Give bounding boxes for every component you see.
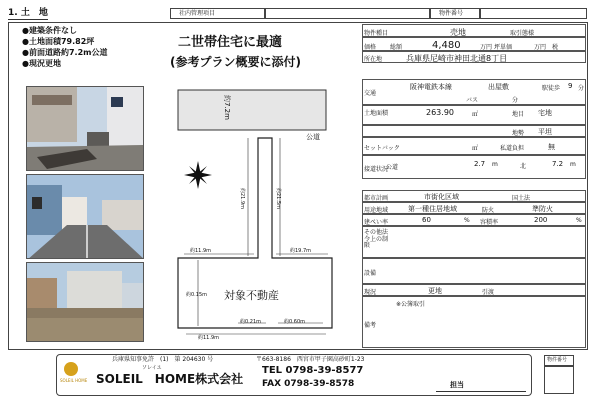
shape-value: 平坦 <box>538 128 552 136</box>
plan-road-width: 約7.2m <box>223 95 231 120</box>
spec-value: 売地 <box>450 28 466 37</box>
area-value: 263.90 <box>426 108 454 117</box>
spec-label: 引渡 <box>482 289 495 296</box>
spec-label: 備考 <box>364 322 377 329</box>
spec-label: 容積率 <box>480 219 499 226</box>
spec-label: セットバック <box>364 145 400 152</box>
spec-label: 土地面積 <box>364 110 389 117</box>
spec-unit: 万円 <box>534 44 547 51</box>
station-value: 出屋敷 <box>488 83 509 91</box>
address-text: 〒663-8186 西宮市甲子園高砂町1-23 <box>256 356 365 363</box>
spec-unit: ㎡ <box>472 111 479 118</box>
internal-value-box <box>265 8 430 19</box>
far-value: 200 <box>534 216 548 224</box>
compass-icon <box>184 161 212 189</box>
spec-label: 取引態様 <box>510 30 535 37</box>
license-text: 兵庫県知事免許 (1) 第 204630 号 <box>112 356 214 363</box>
spec-label: 駅徒歩 <box>542 85 561 92</box>
brand-small: SOLEIL HOME <box>60 378 88 383</box>
spec-label: 交通 <box>364 90 377 97</box>
property-no-label-box: 物件番号 <box>430 8 480 19</box>
feature-item: ●土地面積79.82坪 <box>22 37 95 46</box>
spec-label: 現況 <box>364 289 377 296</box>
road-area <box>178 90 326 130</box>
contact-label: 担当 <box>450 381 464 389</box>
location-value: 兵庫県尼崎市神田北通8丁目 <box>406 54 508 63</box>
road-width-value: 7.2 <box>552 160 564 168</box>
status-value: 更地 <box>428 287 442 295</box>
spec-label: 価格 <box>364 44 377 51</box>
photo-lot <box>26 262 144 342</box>
footer-property-no-value <box>544 366 574 394</box>
headline-sub: (参考プラン概要に添付) <box>170 55 301 69</box>
city-value: 市街化区域 <box>424 193 459 201</box>
company-kana: ソレイユ <box>142 365 162 371</box>
headline-main: 二世帯住宅に最適 <box>178 35 283 50</box>
spec-label: 所在地 <box>364 56 383 63</box>
plan-road-label: 公道 <box>306 133 320 141</box>
spec-label: 総額 <box>390 44 403 51</box>
bcr-value: 60 <box>422 216 431 224</box>
footer-property-no-label: 物件番号 <box>544 355 574 366</box>
road-direction: 北 <box>520 163 527 170</box>
spec-label: 地勢 <box>512 130 525 137</box>
company-name: SOLEIL HOME株式会社 <box>96 372 244 386</box>
land-cat-value: 宅地 <box>538 109 552 117</box>
fire-value: 準防火 <box>532 205 553 213</box>
spec-label: 用途地域 <box>364 207 389 214</box>
spec-label: 坪単価 <box>494 44 513 51</box>
spec-unit: 万円 <box>480 44 493 51</box>
plan-dim: 約11.9m <box>190 248 212 254</box>
property-no-value-box <box>480 8 587 19</box>
spec-label: 国土法 <box>512 195 531 202</box>
spec-label: 私道負担 <box>500 145 525 152</box>
photo-road <box>26 174 144 259</box>
spec-table: 物件種目 売地 取引態様 価格 総額 4,480 万円 坪単価 万円 税 所在地 兵庫県尼崎市神田北通8丁目 交通 阪神電鉄本線 出屋敷 駅徒歩 9 分 バス 分 土地面積 263.90 ㎡ 地目 宅地 地勢 平坦 セットバック ㎡ 私道負担 無 接道状況 公道 2.7 m 北 7.2 m 都市計画 市街化区域 国土法 用途地域 第一種住居地域 防火 準防火 建ぺい率 60 % 容積率 200 % その他法令上の制限 設備 現況 更地 引渡 備考 ※公簿取引 <box>362 24 586 348</box>
plan-dim: 約0.15m <box>186 292 208 298</box>
zone-value: 第一種住居地域 <box>408 205 457 213</box>
plan-dim: 約11.9m <box>198 335 220 341</box>
plan-dim: 約0.21m <box>240 319 262 325</box>
contact-line <box>436 391 526 392</box>
feature-item: ●現況更地 <box>22 59 61 68</box>
plan-dim: 約19.7m <box>290 248 312 254</box>
sun-logo-icon <box>64 362 78 376</box>
photo-street-front <box>26 86 144 171</box>
feature-item: ●建築条件なし <box>22 26 77 35</box>
spec-label: 物件種目 <box>364 30 389 37</box>
spec-label: 建ぺい率 <box>364 219 389 226</box>
section-title: 1. 土 地 <box>8 8 48 18</box>
spec-unit: 分 <box>512 97 519 104</box>
plan-property-label: 対象不動産 <box>224 289 279 302</box>
spec-label: 地目 <box>512 111 525 118</box>
feature-list <box>22 27 108 68</box>
spec-label: 接道状況 <box>364 166 389 173</box>
spec-label: 設備 <box>364 270 377 277</box>
fax-text: FAX 0798-39-8578 <box>262 379 355 389</box>
remarks-value: ※公簿取引 <box>396 301 426 308</box>
spec-label: バス <box>466 97 479 104</box>
internal-label-box: 社内管理項目 <box>170 8 265 19</box>
road-width-value: 2.7 <box>474 160 486 168</box>
plan-dim: 約0.60m <box>284 319 306 325</box>
spec-label: 税 <box>552 44 559 51</box>
plan-dim: 約21.5m <box>275 188 281 210</box>
private-road-value: 無 <box>548 143 555 151</box>
tel-text: TEL 0798-39-8577 <box>262 365 364 376</box>
spec-label: その他法令上の制限 <box>364 229 389 250</box>
spec-label: 防火 <box>482 207 495 214</box>
walk-value: 9 <box>568 82 573 90</box>
section-underline <box>8 19 48 20</box>
feature-item: ●前面道路約7.2m公道 <box>22 48 108 57</box>
road-type: 公道 <box>386 164 399 171</box>
plan-dim: 約21.9m <box>239 188 245 210</box>
line-value: 阪神電鉄本線 <box>410 83 452 91</box>
price-value: 4,480 <box>432 40 461 51</box>
spec-label: 都市計画 <box>364 195 389 202</box>
